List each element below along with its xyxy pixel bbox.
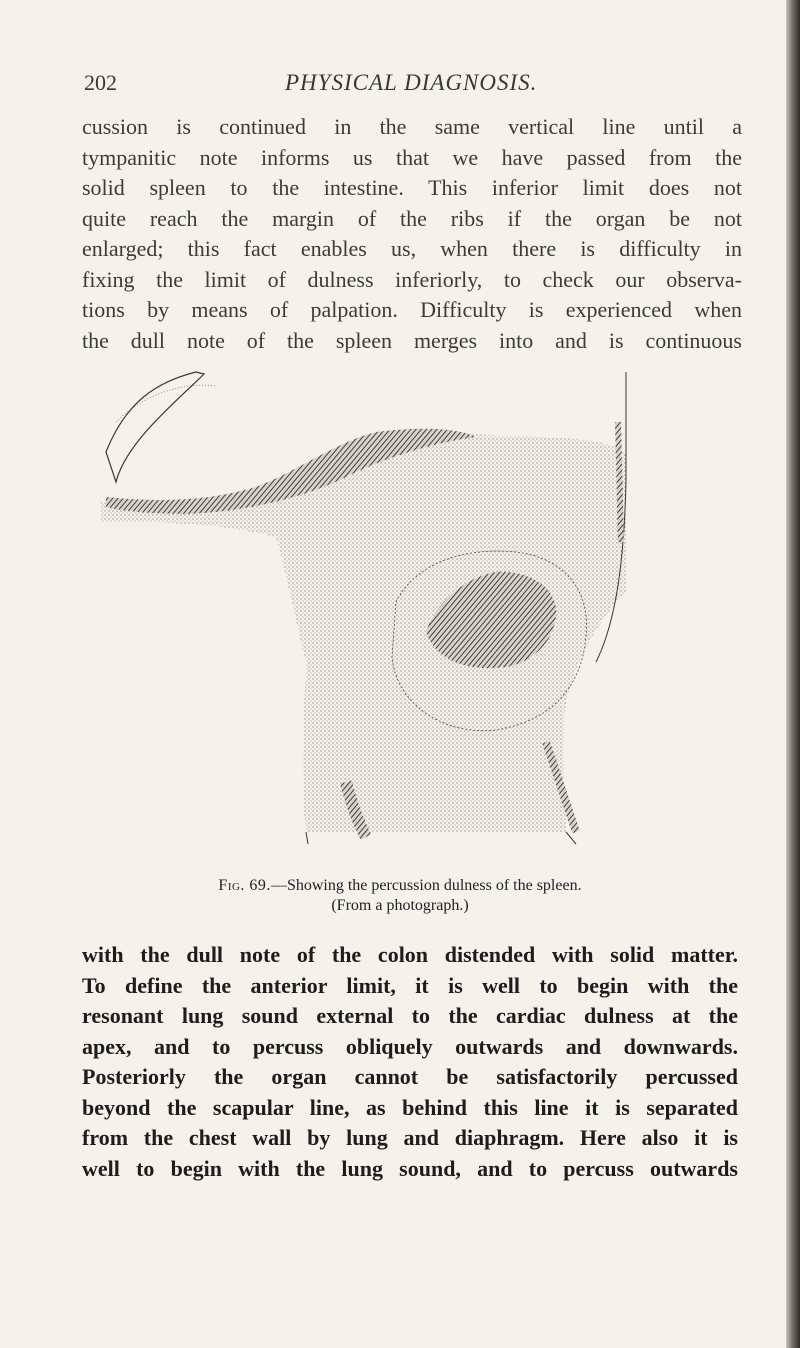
figure-source: (From a photograph.): [331, 897, 469, 914]
text-line: quite reach the margin of the ribs if the organ be not: [82, 205, 742, 231]
text-line: well to begin with the lung sound, and to percuss outwards: [82, 1155, 738, 1181]
page-header: [80, 68, 740, 102]
text-line: resonant lung sound external to the cardiac dulness at the: [82, 1003, 738, 1028]
text-line: from the chest wall by lung and diaphragm. Here also it is: [82, 1125, 738, 1150]
page-edge-shadow: [786, 0, 800, 1348]
text-line: with the dull note of the colon distended with solid matter.: [82, 942, 738, 967]
text-line: fixing the limit of dulness inferiorly, to check our observa-: [82, 266, 742, 292]
figure-label: Fig. 69.: [218, 877, 271, 894]
arm-outline: [106, 372, 216, 482]
running-head: PHYSICAL DIAGNOSIS.: [285, 70, 538, 95]
text-line: To define the anterior limit, it is well to begin with the: [82, 972, 738, 998]
text-line: beyond the scapular line, as behind this line it is separated: [82, 1094, 738, 1120]
text-line: enlarged; this fact enables us, when there is difficulty in: [82, 236, 742, 261]
spleen-percussion-figure: [96, 362, 656, 862]
text-line: tympanitic note informs us that we have passed from the: [82, 144, 742, 170]
text-line: the dull note of the spleen merges into and is continuous: [82, 327, 742, 353]
text-line: Posteriorly the organ cannot be satisfactorily percussed: [82, 1064, 738, 1089]
text-line: apex, and to percuss obliquely outwards and downwards.: [82, 1033, 738, 1059]
page-number: 202: [84, 70, 117, 95]
paragraph-top: [82, 112, 742, 356]
text-line: cussion is continued in the same vertical line until a: [82, 114, 742, 139]
text-line: solid spleen to the intestine. This inferior limit does not: [82, 175, 742, 200]
figure-caption: [100, 876, 700, 916]
text-line: tions by means of palpation. Difficulty is experienced when: [82, 297, 742, 322]
paragraph-bottom: [82, 940, 738, 1184]
figure-caption-text: —Showing the percussion dulness of the spleen.: [270, 877, 582, 894]
